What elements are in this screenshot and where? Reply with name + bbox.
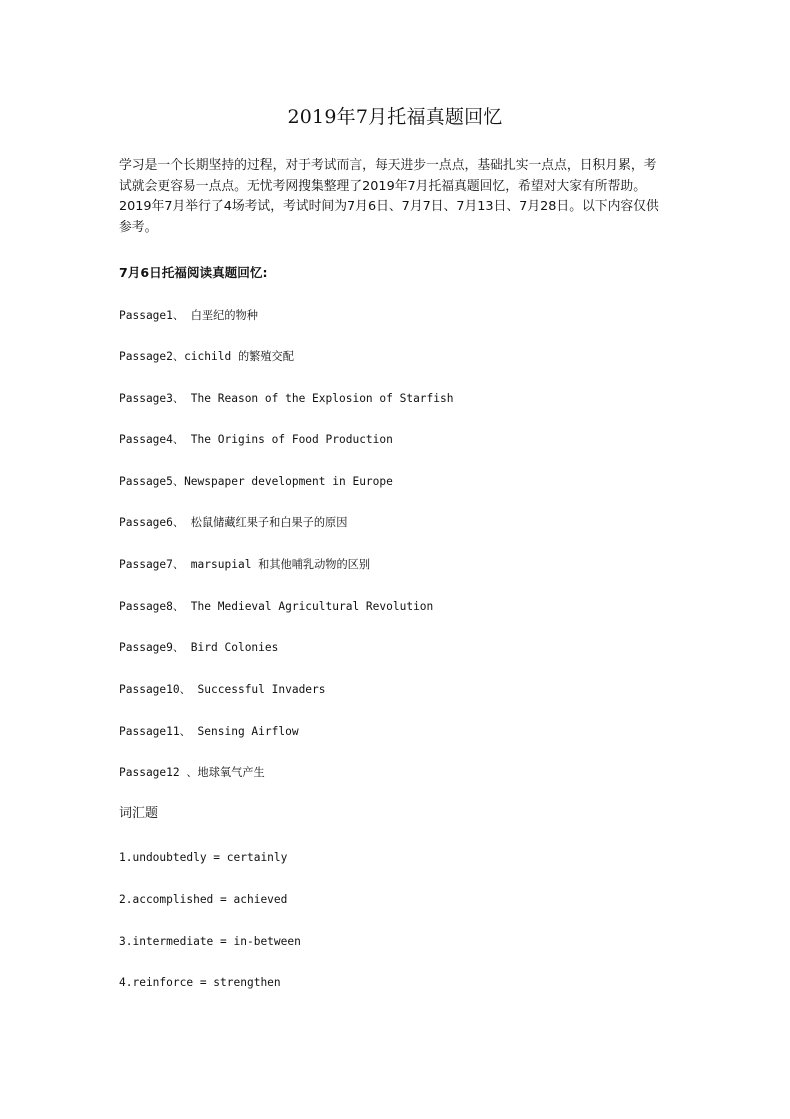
passage-item: Passage8、 The Medieval Agricultural Revolution — [119, 600, 434, 613]
passage-item: Passage11、 Sensing Airflow — [119, 725, 299, 738]
document-title: 2019年7月托福真题回忆 — [287, 106, 503, 128]
passage-item: Passage5、Newspaper development in Europe — [119, 475, 393, 488]
passage-item: Passage3、 The Reason of the Explosion of Starfish — [119, 392, 454, 405]
passage-item: Passage12 、地球氧气产生 — [119, 766, 265, 779]
passage-item: Passage10、 Successful Invaders — [119, 683, 326, 696]
section-heading: 7月6日托福阅读真题回忆: — [119, 265, 268, 280]
vocab-item: 1.undoubtedly = certainly — [119, 851, 288, 864]
vocab-item: 2.accomplished = achieved — [119, 893, 288, 906]
passage-item: Passage2、cichild 的繁殖交配 — [119, 350, 294, 363]
passage-item: Passage9、 Bird Colonies — [119, 641, 279, 654]
vocab-heading: 词汇题 — [119, 806, 159, 821]
passage-item: Passage7、 marsupial 和其他哺乳动物的区别 — [119, 558, 371, 571]
vocab-item: 4.reinforce = strengthen — [119, 976, 281, 989]
passage-item: Passage1、 白垩纪的物种 — [119, 309, 258, 322]
passage-item: Passage6、 松鼠储藏红果子和白果子的原因 — [119, 516, 348, 529]
vocab-item: 3.intermediate = in-between — [119, 935, 301, 948]
passage-item: Passage4、 The Origins of Food Production — [119, 433, 393, 446]
intro-paragraph: 学习是一个长期坚持的过程，对于考试而言，每天进步一点点，基础扎实一点点，日积月累，考试就会更容易一点点。无忧考网搜集整理了2019年7月托福真题回忆，希望对大家有所帮助。2019年7月举行了4场考试，考试时间为7月6日、7月7日、7月13日、7月28日。以下内容仅供参考。 — [119, 158, 659, 235]
